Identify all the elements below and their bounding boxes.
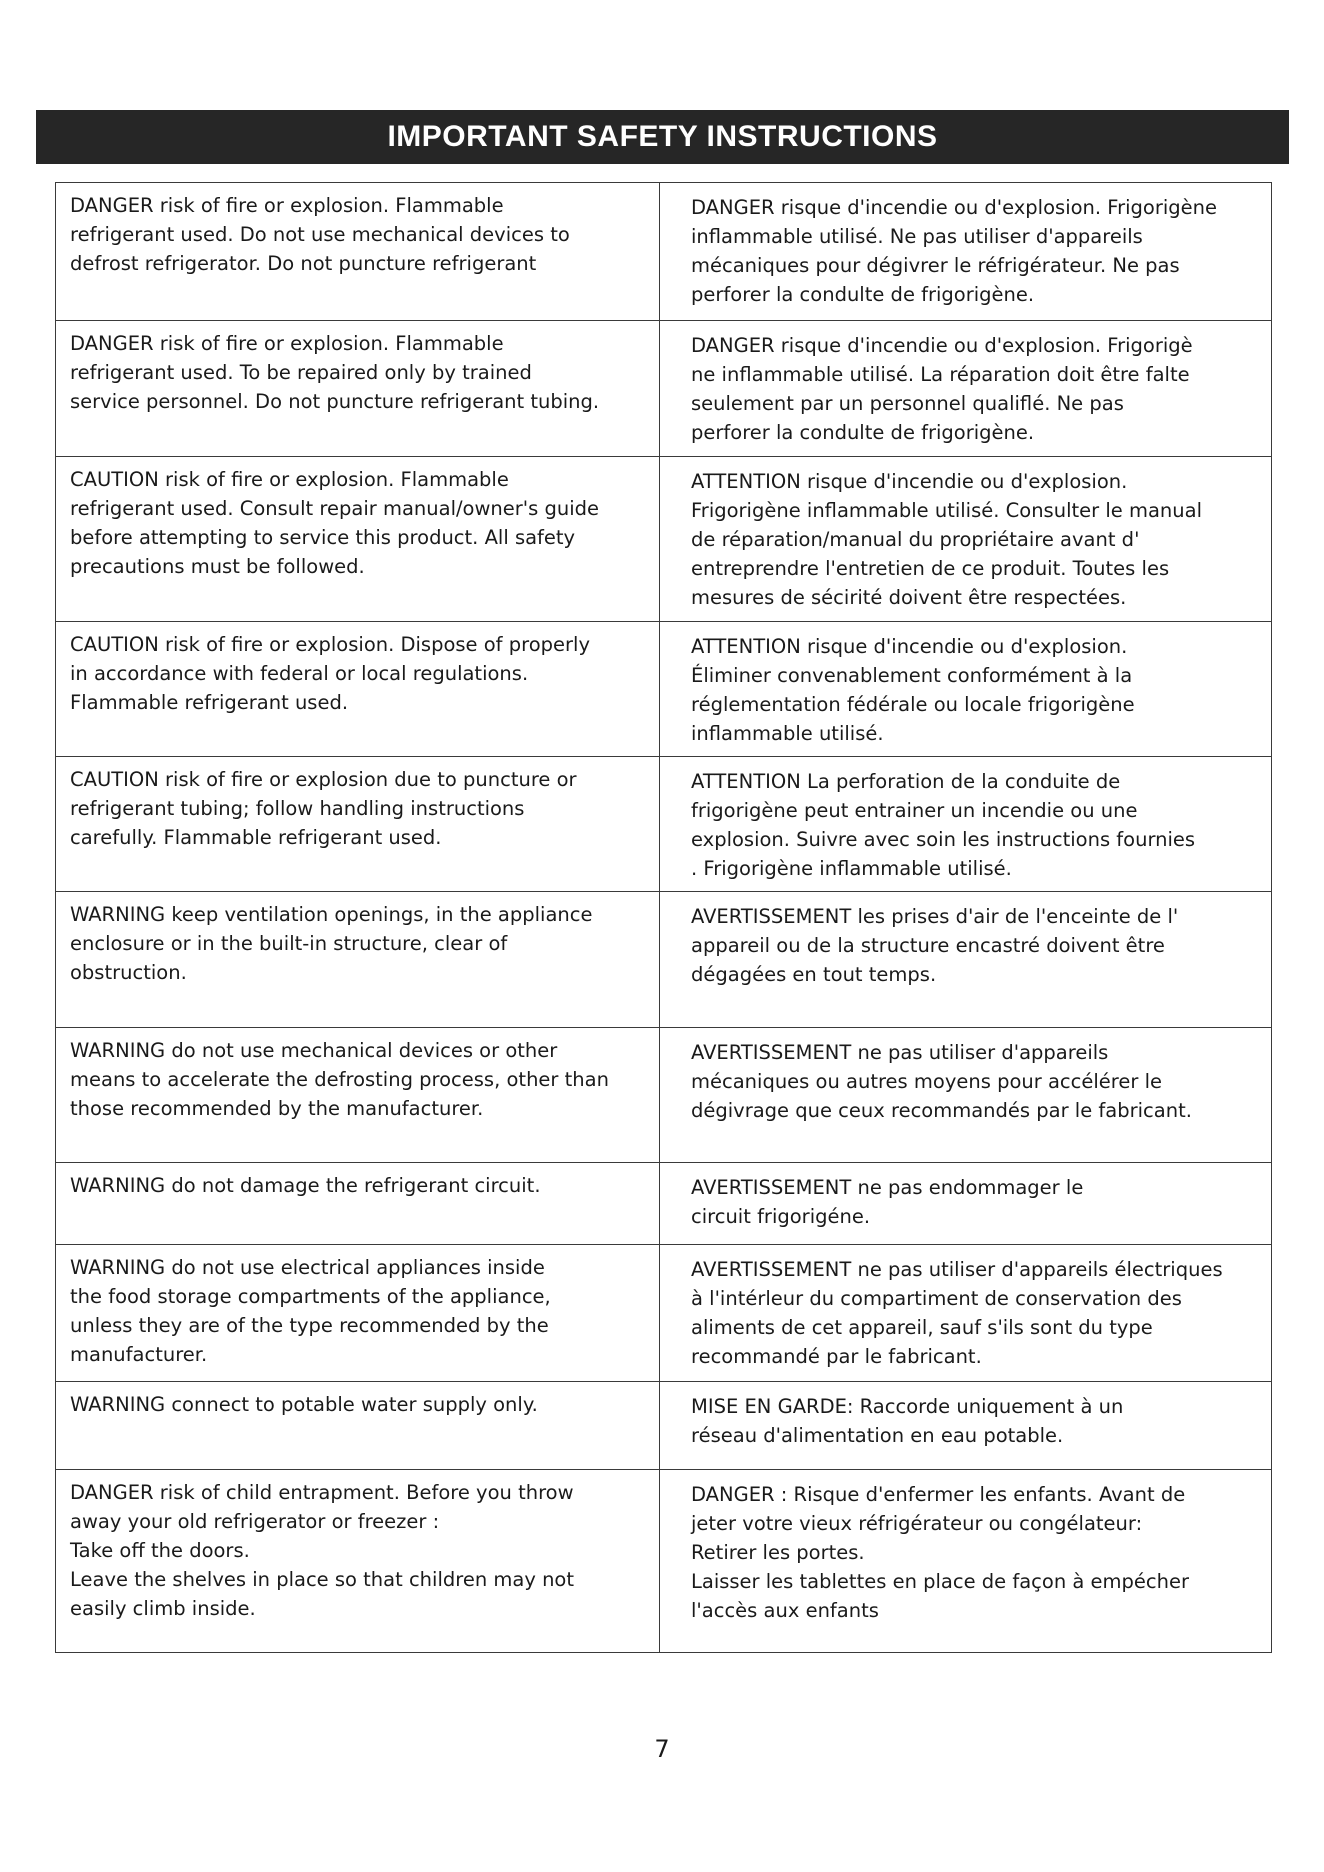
table-row — [56, 1028, 1272, 1163]
french-instruction: AVERTISSEMENT ne pas utiliser d'appareils mécaniques ou autres moyens pour accélérer le dégivrage que ceux recommandés par le fabricant. — [660, 1028, 1272, 1163]
french-instruction: MISE EN GARDE: Raccorde uniquement à un réseau d'alimentation en eau potable. — [660, 1382, 1272, 1470]
page-title-banner — [36, 110, 1289, 164]
english-instruction: WARNING keep ventilation openings, in the appliance enclosure or in the built-in structure, clear of obstruction. — [56, 892, 660, 1028]
table-row — [56, 321, 1272, 457]
english-instruction: CAUTION risk of fire or explosion due to puncture or refrigerant tubing; follow handling instructions carefully. Flammable refrigerant used. — [56, 757, 660, 892]
french-instruction: DANGER risque d'incendie ou d'explosion. Frigorigène inflammable utilisé. Ne pas utiliser d'appareils mécaniques pour dégivrer le réfrigérateur. Ne pas perforer la condulte de frigorigène. — [660, 183, 1272, 321]
page-title: IMPORTANT SAFETY INSTRUCTIONS — [387, 120, 938, 153]
french-instruction: ATTENTION La perforation de la conduite de frigorigène peut entrainer un incendie ou une explosion. Suivre avec soin les instructions fournies . Frigorigène inflammable utilisé. — [660, 757, 1272, 892]
table-row — [56, 1470, 1272, 1653]
table-row — [56, 1245, 1272, 1382]
english-instruction: WARNING do not use electrical appliances inside the food storage compartments of the appliance, unless they are of the type recommended by the manufacturer. — [56, 1245, 660, 1382]
english-instruction: DANGER risk of fire or explosion. Flammable refrigerant used. Do not use mechanical devices to defrost refrigerator. Do not puncture refrigerant — [56, 183, 660, 321]
english-instruction: CAUTION risk of fire or explosion. Dispose of properly in accordance with federal or local regulations. Flammable refrigerant used. — [56, 622, 660, 757]
table-row — [56, 183, 1272, 321]
french-instruction: AVERTISSEMENT les prises d'air de l'enceinte de l' appareil ou de la structure encastré doivent être dégagées en tout temps. — [660, 892, 1272, 1028]
french-instruction: ATTENTION risque d'incendie ou d'explosion. Frigorigène inflammable utilisé. Consulter le manual de réparation/manual du propriétaire avant d' entreprendre l'entretien de ce produit. Toutes les mesures de sécirité doivent être respectées. — [660, 457, 1272, 622]
french-instruction: AVERTISSEMENT ne pas utiliser d'appareils électriques à l'intérleur du compartiment de conservation des aliments de cet appareil, sauf s'ils sont du type recommandé par le fabricant. — [660, 1245, 1272, 1382]
table-row — [56, 1382, 1272, 1470]
table-row — [56, 892, 1272, 1028]
english-instruction: WARNING do not use mechanical devices or other means to accelerate the defrosting process, other than those recommended by the manufacturer. — [56, 1028, 660, 1163]
table-row — [56, 757, 1272, 892]
french-instruction: ATTENTION risque d'incendie ou d'explosion. Éliminer convenablement conformément à la réglementation fédérale ou locale frigorigène inflammable utilisé. — [660, 622, 1272, 757]
french-instruction: AVERTISSEMENT ne pas endommager le circuit frigorigéne. — [660, 1163, 1272, 1245]
french-instruction: DANGER : Risque d'enfermer les enfants. Avant de jeter votre vieux réfrigérateur ou congélateur: Retirer les portes. Laisser les tablettes en place de façon à empécher l'accès aux enfants — [660, 1470, 1272, 1653]
english-instruction: DANGER risk of child entrapment. Before you throw away your old refrigerator or freezer : Take off the doors. Leave the shelves in place so that children may not easily climb inside. — [56, 1470, 660, 1653]
english-instruction: WARNING do not damage the refrigerant circuit. — [56, 1163, 660, 1245]
english-instruction: WARNING connect to potable water supply only. — [56, 1382, 660, 1470]
safety-instructions-table — [55, 182, 1272, 1653]
english-instruction: CAUTION risk of fire or explosion. Flammable refrigerant used. Consult repair manual/owner's guide before attempting to service this product. All safety precautions must be followed. — [56, 457, 660, 622]
table-row — [56, 622, 1272, 757]
page-number: 7 — [654, 1735, 670, 1763]
english-instruction: DANGER risk of fire or explosion. Flammable refrigerant used. To be repaired only by trained service personnel. Do not puncture refrigerant tubing. — [56, 321, 660, 457]
table-row — [56, 1163, 1272, 1245]
table-row — [56, 457, 1272, 622]
french-instruction: DANGER risque d'incendie ou d'explosion. Frigorigè ne inflammable utilisé. La réparation doit être falte seulement par un personnel qualiflé. Ne pas perforer la condulte de frigorigène. — [660, 321, 1272, 457]
